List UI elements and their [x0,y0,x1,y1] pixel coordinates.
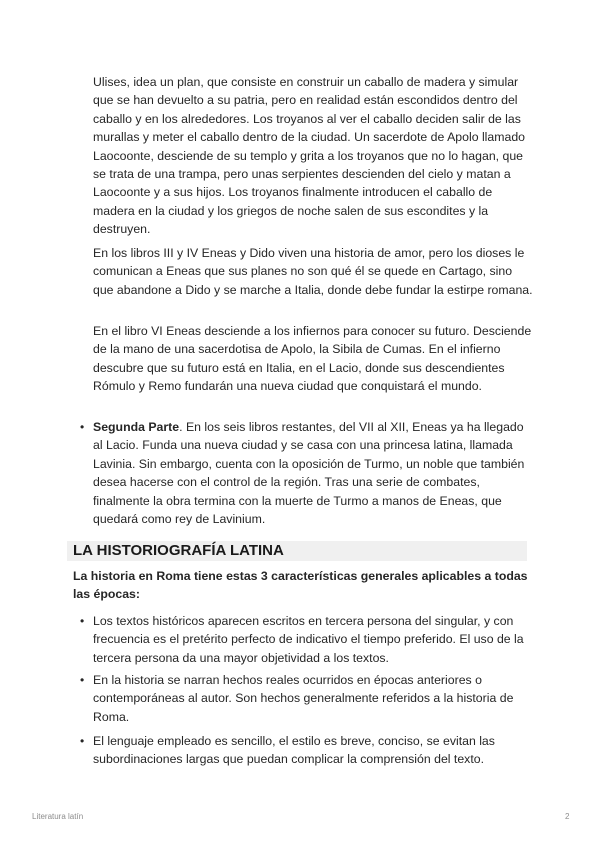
paragraph-underworld: En el libro VI Eneas desciende a los infiernos para conocer su futuro. Desciende de la mano de una sacerdotisa de Apolo, la Sibila de Cumas. En el infierno descubre que su futuro está en Italia, en el Lacio, donde sus descendientes Rómulo y Remo fundarán una nueva ciudad que conquistará el mundo. [93,324,532,394]
section-intro: La historia en Roma tiene estas 3 características generales aplicables a todas las épocas: [73,569,528,602]
footer-title: Literatura latín [32,812,84,821]
paragraph-troy: Ulises, idea un plan, que consiste en construir un caballo de madera y simular que se han devuelto a su patria, pero en realidad están escondidos dentro del caballo y en los alrededores. Los troyanos al ver el caballo deciden salir de las murallas y meter el caballo dentro de la ciudad. Un sacerdote de Apolo llamado Laocoonte, desciende de su templo y grita a los troyanos que no lo hagan, que se trata de una trampa, pero unas serpientes descienden del cielo y matan a Laocoonte y a sus hijos. Los troyanos finalmente introducen el caballo de madera en la ciudad y los griegos de noche salen de sus escondites y la destruyen. [93,75,526,237]
bullet-item-3 [80,732,533,769]
bullet-text: En la historia se narran hechos reales ocurridos en épocas anteriores o contemporáneas al autor. Son hechos generalmente referidos a la historia de Roma. [93,673,514,724]
bullet-dot: • [80,420,85,434]
bullet-dot: • [80,614,85,628]
bullet-dot: • [80,673,85,687]
page-number: 2 [565,812,570,821]
bullet-text: El lenguaje empleado es sencillo, el estilo es breve, conciso, se evitan las subordinaciones largas que puedan complicar la comprensión del texto. [93,734,495,767]
bullet-item-2 [80,671,533,726]
section-heading: LA HISTORIOGRAFÍA LATINA [73,542,284,559]
segunda-parte-label: Segunda Parte [93,420,180,434]
bullet-dot: • [80,734,85,748]
bullet-item-1 [80,612,533,667]
bullet-segunda-parte [80,418,533,528]
segunda-parte-text: . En los seis libros restantes, del VII al XII, Eneas ya ha llegado al Lacio. Funda una nueva ciudad y se casa con una princesa latina, llamada Lavinia. Sin embargo, cuenta con la oposición de Turmo, un noble que también desea hacerse con el control de la región. Tras una serie de combates, finalmente la obra termina con la muerte de Turmo a manos de Eneas, que quedará como rey de Lavinium. [93,420,525,527]
bullet-text: Los textos históricos aparecen escritos en tercera persona del singular, y con frecuencia es el pretérito perfecto de indicativo el tiempo preferido. El uso de la tercera persona da una mayor objetividad a los textos. [93,614,524,665]
paragraph-dido: En los libros III y IV Eneas y Dido viven una historia de amor, pero los dioses le comunican a Eneas que sus planes no son qué él se quede en Cartago, sino que abandone a Dido y se marche a Italia, donde debe fundar la estirpe romana. [93,246,533,297]
